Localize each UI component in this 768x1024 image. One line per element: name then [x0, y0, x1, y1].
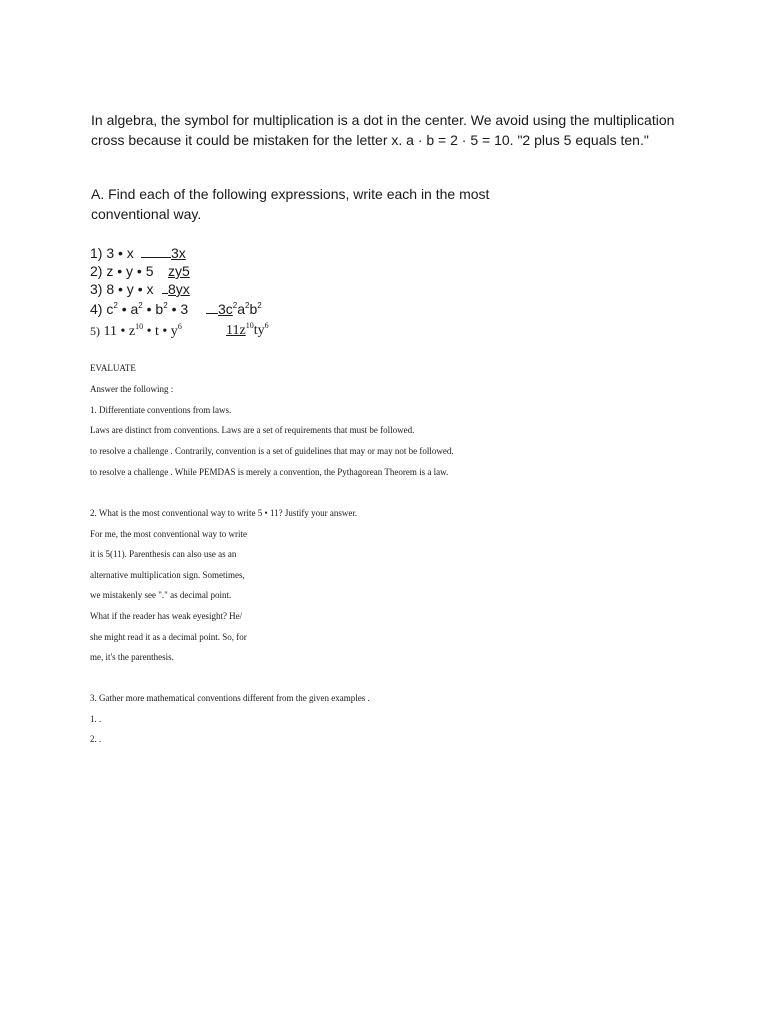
problem-4-answer: $3c^2a^2b^2$	[206, 300, 262, 318]
question-1-answer-line: Laws are distinct from conventions. Laws are a set of requirements that must be followed.	[90, 425, 415, 435]
question-3-item: 2. .	[90, 734, 102, 744]
problem-2-answer-text: zy5	[168, 263, 190, 279]
problem-4-label: 4) c	[90, 301, 114, 317]
question-2-answer-line: me, it's the parenthesis.	[90, 652, 174, 662]
question-2-answer-line: For me, the most conventional way to write	[90, 529, 247, 539]
problem-3-label: 3) 8 • y • x	[90, 281, 154, 297]
problem-3-answer	[162, 280, 190, 298]
question-1-answer-line: to resolve a challenge . While PEMDAS is merely a convention, the Pythagorean Theorem is a law.	[90, 467, 449, 477]
question-1-answer-line: to resolve a challenge . Contrarily, convention is a set of guidelines that may or may not be followed.	[90, 446, 454, 456]
problem-2-label: 2) z • y • 5	[90, 263, 154, 279]
problem-1-label: 1) 3 • x	[90, 245, 134, 261]
problem-5-label: 5)	[90, 324, 100, 338]
problem-1-answer-text: 3x	[171, 245, 186, 261]
question-3-item: 1. .	[90, 714, 102, 724]
evaluate-heading: EVALUATE	[90, 363, 136, 373]
problem-2-answer	[168, 262, 190, 280]
question-3: 3. Gather more mathematical conventions different from the given examples .	[90, 693, 370, 703]
question-2-answer-line: she might read it as a decimal point. So, for	[90, 632, 247, 642]
problem-1	[90, 244, 186, 262]
problem-4: 4) $c^2$ • $a^2$ • $b^2$ • 3 $3c^2a^2b^2$	[90, 301, 262, 317]
question-1: 1. Differentiate conventions from laws.	[90, 405, 232, 415]
problem-3	[90, 280, 190, 298]
problem-1-answer	[141, 244, 186, 262]
question-2: 2. What is the most conventional way to write 5 • 11? Justify your answer.	[90, 508, 358, 518]
question-2-answer-line: alternative multiplication sign. Sometimes,	[90, 570, 245, 580]
problem-5-answer: $11z^{10}ty^6$	[226, 321, 269, 338]
problem-5: 5) 11 • $z^{10}$ • t • $y^6$ $11z^{10}ty^6$	[90, 321, 269, 339]
question-2-answer-line: What if the reader has weak eyesight? He/	[90, 611, 243, 621]
intro-paragraph: In algebra, the symbol for multiplication is a dot in the center. We avoid using the multiplication cross because it could be mistaken for the letter x. a · b = 2 · 5 = 10. "2 plus 5 equals ten."	[91, 112, 675, 148]
question-2-answer-line: it is 5(11). Parenthesis can also use as an	[90, 549, 237, 559]
problem-2	[90, 262, 190, 280]
evaluate-instruction: Answer the following :	[90, 384, 174, 394]
question-2-answer-line: we mistakenly see "." as decimal point.	[90, 590, 232, 600]
section-a-heading: A. Find each of the following expressions, write each in the most conventional way.	[91, 186, 490, 222]
problem-3-answer-text: 8yx	[168, 281, 190, 297]
